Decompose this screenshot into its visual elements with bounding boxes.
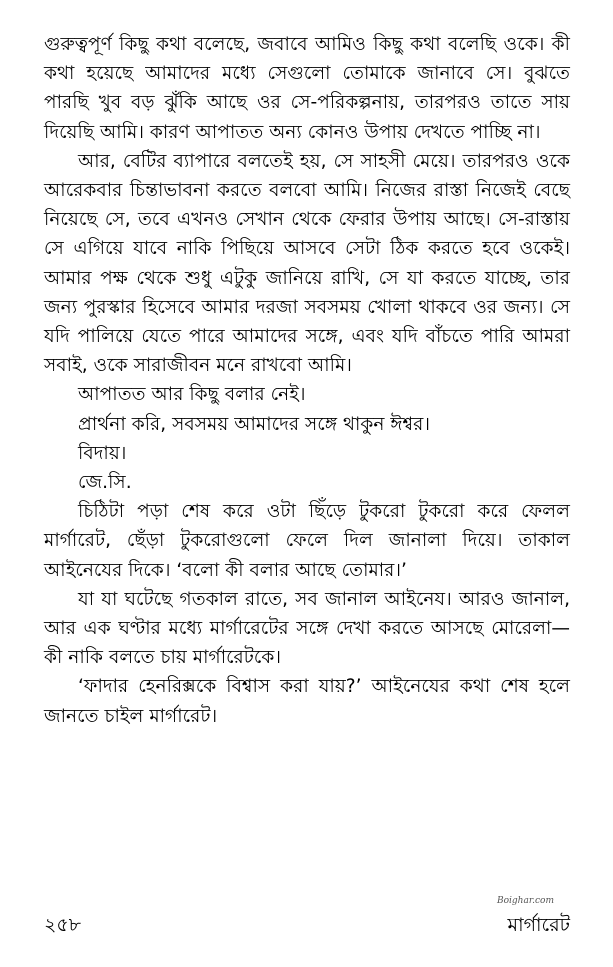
watermark: Boighar.com — [497, 896, 555, 906]
page-number: ২৫৮ — [44, 914, 82, 936]
paragraph-3: চিঠিটা পড়া শেষ করে ওটা ছিঁড়ে টুকরো টুকরো করে ফেলল মার্গারেট, ছেঁড়া টুকরোগুলো ফেলে দিল জানালা দিয়ে। তাকাল আইনেযের দিকে। ‘বলো কী বলার আছে তোমার।’ — [44, 501, 570, 581]
paragraph-5: ‘ফাদার হেনরিক্সকে বিশ্বাস করা যায়?’ আইনেযের কথা শেষ হলে জানতে চাইল মার্গারেট। — [44, 676, 570, 727]
paragraph-4: যা যা ঘটেছে গতকাল রাতে, সব জানাল আইনেয। আরও জানাল, আর এক ঘণ্টার মধ্যে মার্গারেটের সঙ্গে দেখা করতে আসছে মোরেলা—কী নাকি বলতে চায় মার্গারেটকে। — [44, 588, 570, 669]
letter-closing-line: আপাতত আর কিছু বলার নেই। — [78, 384, 306, 406]
paragraph-1: গুরুত্বপূর্ণ কিছু কথা বলেছে, জবাবে আমিও কিছু কথা বলেছি ওকে। কী কথা হয়েছে আমাদের মধ্যে সেগুলো তোমাকে জানাবে সে। বুঝতে পারছি খুব বড় ঝুঁকি আছে ওর সে-পরিকল্পনায়, তারপরও তাতে সায় দিয়েছি আমি। কারণ আপাতত অন্য কোনও উপায় দেখতে পাচ্ছি না। — [44, 34, 570, 143]
running-title: মার্গারেট — [507, 914, 570, 936]
book-page — [44, 30, 570, 930]
paragraph-2: আর, বেটির ব্যাপারে বলতেই হয়, সে সাহসী মেয়ে। তারপরও ওকে আরেকবার চিন্তাভাবনা করতে বলবো আমি। নিজের রাস্তা নিজেই বেছে নিয়েছে সে, তবে এখনও সেখান থেকে ফেরার উপায় আছে। সে-রাস্তায় সে এগিয়ে যাবে নাকি পিছিয়ে আসবে সেটা ঠিক করতে হবে ওকেই। আমার পক্ষ থেকে শুধু এটুকু জানিয়ে রাখি, সে যা করতে যাচ্ছে, তার জন্য পুরস্কার হিসেবে আমার দরজা সবসময় খোলা থাকবে ওর জন্য। সে যদি পালিয়ে যেতে পারে আমাদের সঙ্গে, এবং যদি বাঁচতে পারি আমরা সবাই, ওকে সারাজীবন মনে রাখবো আমি। — [44, 150, 570, 377]
body-text — [44, 30, 570, 731]
letter-signature: জে.সি. — [78, 472, 132, 494]
letter-farewell-line: বিদায়। — [78, 442, 127, 464]
letter-prayer-line: প্রার্থনা করি, সবসময় আমাদের সঙ্গে থাকুন ঈশ্বর। — [78, 413, 431, 435]
